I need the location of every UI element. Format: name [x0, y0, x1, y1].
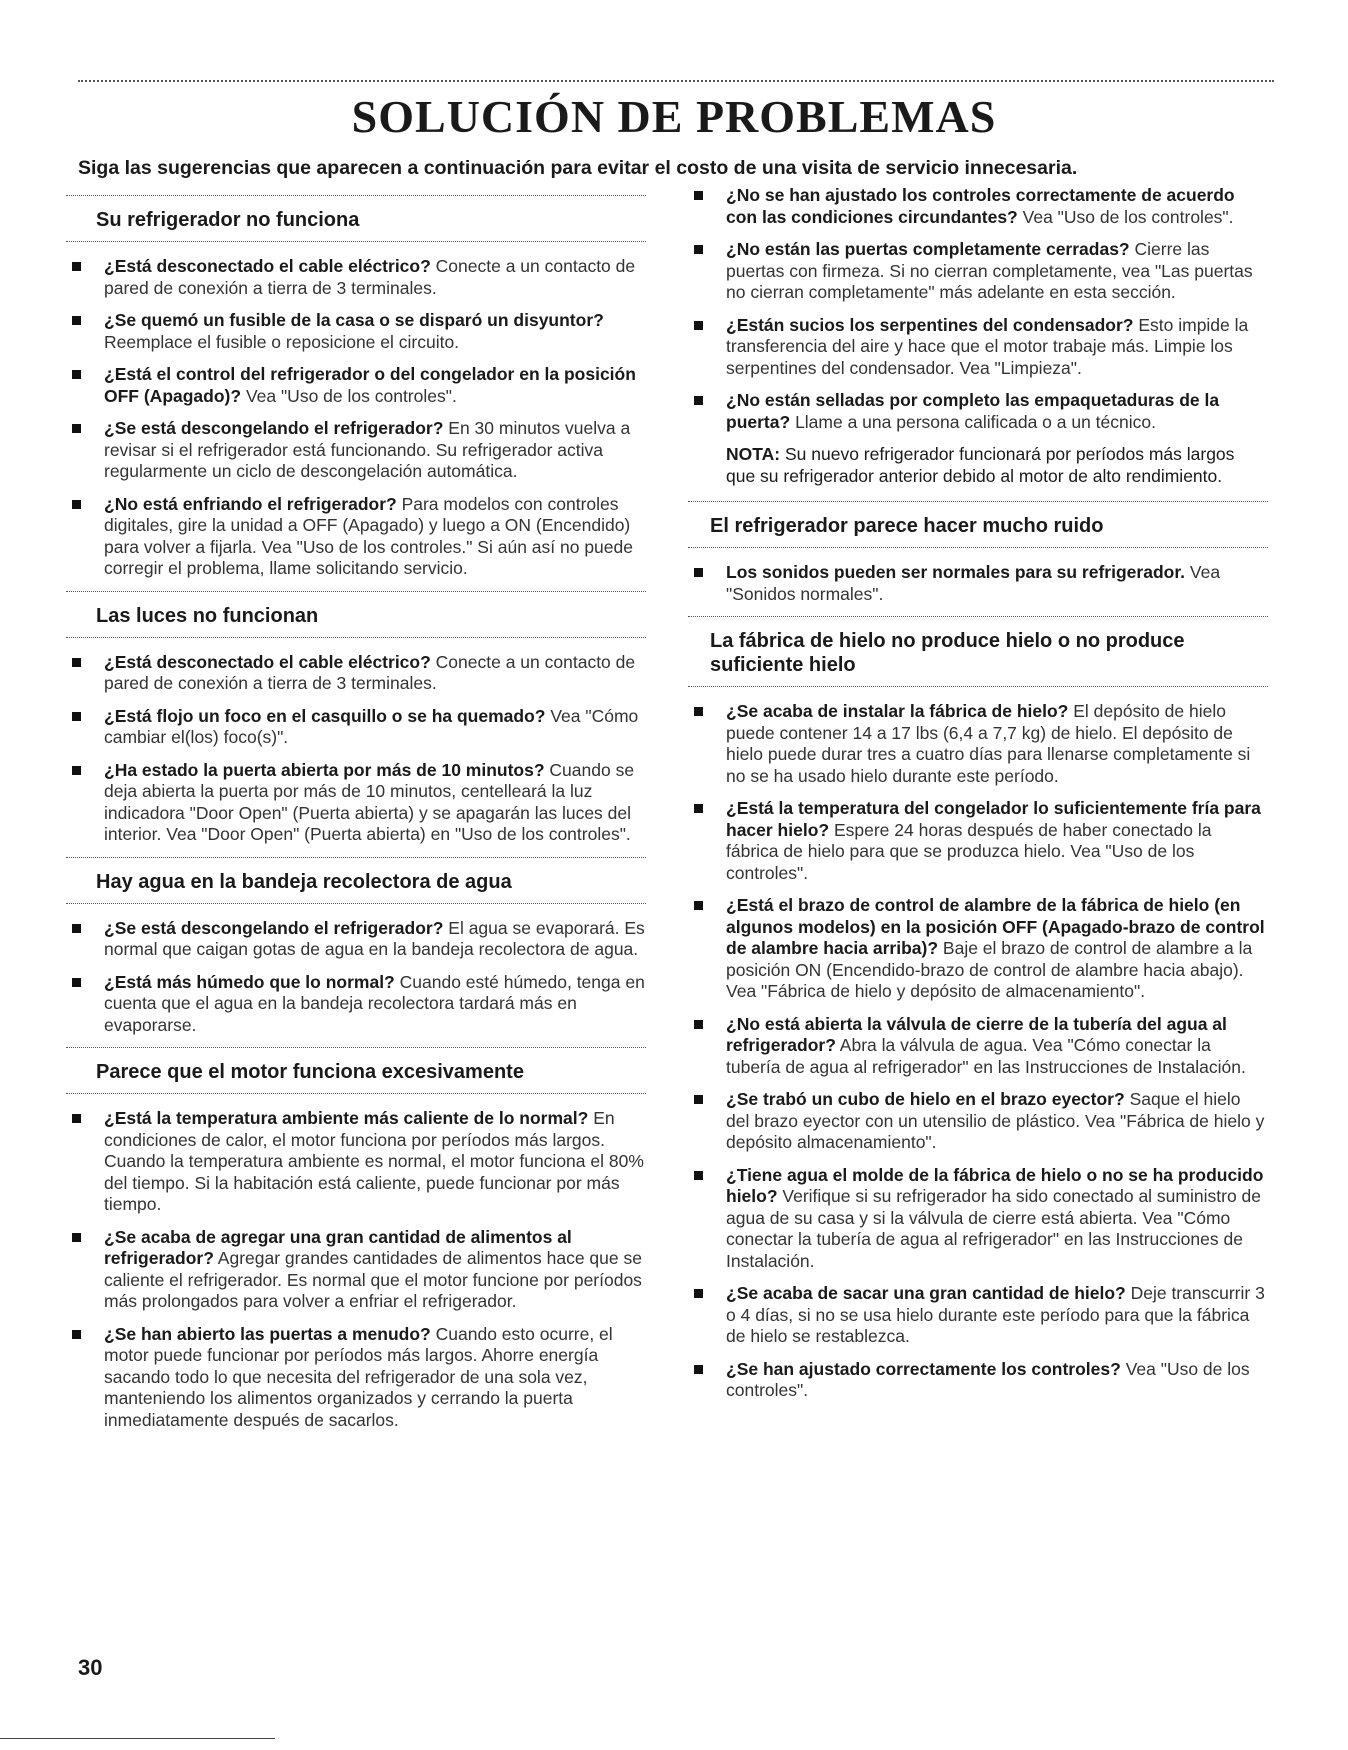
bullet-icon — [72, 658, 81, 667]
item-question: ¿Está desconectado el cable eléctrico? — [104, 651, 431, 672]
item-question: ¿Está desconectado el cable eléctrico? — [104, 256, 431, 276]
list-item — [66, 418, 646, 483]
item-question: ¿Está el control del refrigerador o del congelador en la posición OFF (Apagado)? — [104, 364, 636, 406]
item-list — [66, 1108, 646, 1431]
item-question: ¿Está el brazo de control de alambre de la fábrica de hielo (en algunos modelos) en la posición OFF (Apagado-brazo de control de alambre hacia arriba)? — [726, 895, 1265, 958]
item-answer: Baje el brazo de control de alambre a la posición ON (Encendido-brazo de control de alambre hacia abajo). Vea "Fábrica de hielo y depósito de almacenamiento". — [726, 938, 1253, 1001]
section-header — [688, 501, 1268, 548]
item-answer: Vea "Sonidos normales". — [726, 562, 1221, 604]
section-title: Hay agua en la bandeja recolectora de agua — [96, 870, 512, 893]
bullet-icon — [72, 766, 81, 775]
item-answer: Esto impide la transferencia del aire y hace que el motor trabaje más. Limpie los serpentines del condensador. Vea "Limpieza". — [726, 314, 1249, 378]
item-answer: En 30 minutos vuelva a revisar si el refrigerador está funcionando. Su refrigerador activa regularmente un ciclo de descongelación automática. — [104, 418, 631, 481]
bullet-icon — [694, 191, 703, 200]
section-header — [66, 195, 646, 242]
item-question: ¿Está la temperatura ambiente más caliente de lo normal? — [104, 1108, 589, 1128]
section-header — [688, 616, 1268, 687]
list-item — [66, 310, 646, 353]
item-answer: Cierre las puertas con firmeza. Si no cierran completamente, vea "Las puertas no cierran completamente" más adelante en esta sección. — [726, 239, 1253, 302]
note-label: NOTA: — [726, 444, 781, 464]
item-question: ¿Tiene agua el molde de la fábrica de hielo o no se ha producido hielo? — [726, 1164, 1264, 1206]
bullet-icon — [72, 1114, 81, 1123]
item-question: ¿No está abierta la válvula de cierre de la tubería del agua al refrigerador? — [726, 1013, 1227, 1055]
list-item — [688, 895, 1268, 1003]
list-item — [688, 1165, 1268, 1273]
section-title: El refrigerador parece hacer mucho ruido — [710, 515, 1104, 537]
item-question: ¿No se han ajustado los controles correctamente de acuerdo con las condiciones circundantes? — [726, 185, 1235, 227]
item-answer: Cuando se deja abierta la puerta por más de 10 minutos, centelleará la luz indicadora "Door Open" (Puerta abierta) y se apagarán las luces del interior. Vea "Door Open" (Puerta abierta) en "Uso de los controles". — [104, 759, 635, 844]
page-title: SOLUCIÓN DE PROBLEMAS — [351, 91, 997, 142]
bullet-icon — [694, 396, 703, 405]
section-header — [66, 857, 646, 904]
item-answer: Espere 24 horas después de haber conectado la fábrica de hielo para que se produzca hielo. Vea "Uso de los controles". — [726, 819, 1212, 883]
item-answer: Verifique si su refrigerador ha sido conectado al suministro de agua de su casa y si la válvula de cierre está abierta. Vea "Cómo conectar la tubería de agua al refrigerador" en las Instrucciones de Instalación. — [726, 1186, 1261, 1271]
item-answer: Conecte a un contacto de pared de conexión a tierra de 3 terminales. — [104, 651, 636, 693]
item-list — [66, 918, 646, 1037]
item-question: ¿No están las puertas completamente cerradas? — [726, 239, 1130, 259]
item-answer: En condiciones de calor, el motor funciona por períodos más largos. Cuando la temperatura ambiente es normal, el motor funciona el 80% del tiempo. Si la habitación está caliente, puede funcionar por más tiempo. — [104, 1108, 644, 1214]
item-list — [688, 185, 1268, 433]
bullet-icon — [72, 712, 81, 721]
item-answer: Cuando esto ocurre, el motor puede funcionar por períodos más largos. Ahorre energía sacando todo lo que necesita del refrigerador de una sola vez, manteniendo los alimentos organizados y cerrando la puerta inmediatamente después de sacarlos. — [104, 1323, 613, 1430]
bullet-icon — [694, 1289, 703, 1298]
list-item — [688, 1089, 1268, 1154]
list-item — [66, 1108, 646, 1216]
troubleshoot-section — [688, 616, 1268, 1402]
list-item — [688, 1014, 1268, 1079]
bottom-rule — [0, 1738, 275, 1739]
item-question: ¿Ha estado la puerta abierta por más de 10 minutos? — [104, 759, 545, 780]
item-answer: El agua se evaporará. Es normal que caigan gotas de agua en la bandeja recolectora de agua. — [104, 917, 645, 959]
right-column — [688, 185, 1268, 1413]
item-question: ¿No están selladas por completo las empaquetaduras de la puerta? — [726, 390, 1220, 432]
bullet-icon — [694, 1095, 703, 1104]
section-title: Parece que el motor funciona excesivamente — [96, 1061, 524, 1083]
item-answer: Vea "Uso de los controles". — [245, 385, 457, 406]
item-question: ¿Se acaba de instalar la fábrica de hielo? — [726, 701, 1069, 721]
left-column — [66, 185, 646, 1442]
note-text: Su nuevo refrigerador funcionará por períodos más largos que su refrigerador anterior debido al motor de alto rendimiento. — [726, 444, 1235, 486]
troubleshoot-section — [66, 591, 646, 846]
bullet-icon — [72, 370, 81, 379]
item-question: ¿Se está descongelando el refrigerador? — [104, 917, 444, 938]
bullet-icon — [72, 1233, 81, 1242]
item-question: ¿Se han ajustado correctamente los controles? — [726, 1358, 1121, 1379]
bullet-icon — [694, 321, 703, 330]
bullet-icon — [694, 1365, 703, 1374]
list-item — [688, 798, 1268, 884]
list-item — [688, 1283, 1268, 1348]
list-item — [688, 239, 1268, 304]
bullet-icon — [72, 924, 81, 933]
item-question: ¿Se han abierto las puertas a menudo? — [104, 1323, 431, 1344]
list-item — [66, 494, 646, 580]
troubleshoot-section — [66, 195, 646, 580]
item-list — [66, 652, 646, 846]
section-header — [66, 1047, 646, 1094]
section-title: Su refrigerador no funciona — [96, 209, 360, 231]
item-question: ¿Se quemó un fusible de la casa o se disparó un disyuntor? — [104, 310, 604, 330]
list-item — [66, 760, 646, 846]
section-title: Las luces no funcionan — [96, 604, 319, 627]
item-answer: Cuando esté húmedo, tenga en cuenta que el agua en la bandeja recolectora tardará más en evaporarse. — [104, 971, 645, 1035]
list-item — [688, 562, 1268, 605]
item-question: ¿Se acaba de sacar una gran cantidad de hielo? — [726, 1283, 1126, 1303]
section-header — [66, 591, 646, 638]
item-question: ¿Está flojo un foco en el casquillo o se ha quemado? — [104, 705, 546, 726]
list-item — [66, 1324, 646, 1432]
bullet-icon — [694, 568, 703, 577]
top-rule — [78, 80, 1274, 82]
list-item — [688, 390, 1268, 433]
bullet-icon — [72, 316, 81, 325]
bullet-icon — [72, 424, 81, 433]
list-item — [66, 364, 646, 407]
list-item — [66, 1227, 646, 1313]
item-list — [688, 701, 1268, 1402]
item-question: ¿No está enfriando el refrigerador? — [104, 493, 397, 514]
note — [688, 444, 1268, 487]
bullet-icon — [694, 804, 703, 813]
item-answer: Vea "Uso de los controles". — [726, 1358, 1250, 1400]
item-answer: Llame a una persona calificada o a un técnico. — [795, 411, 1156, 432]
section-title: La fábrica de hielo no produce hielo o no produce suficiente hielo — [710, 630, 1185, 676]
list-item — [66, 652, 646, 695]
bullet-icon — [694, 1171, 703, 1180]
bullet-icon — [72, 978, 81, 987]
item-answer: Agregar grandes cantidades de alimentos hace que se caliente el refrigerador. Es normal que el motor funcione por períodos más prolongados para volver a enfriar el refrigerador. — [104, 1248, 642, 1311]
page-number: 30 — [78, 1655, 103, 1680]
bullet-icon — [694, 901, 703, 910]
troubleshoot-section — [688, 501, 1268, 605]
list-item — [688, 1359, 1268, 1402]
page-subtitle: Siga las sugerencias que aparecen a continuación para evitar el costo de una visita de servicio innecesaria. — [78, 157, 1078, 179]
troubleshoot-section — [66, 857, 646, 1037]
list-item — [66, 706, 646, 749]
bullet-icon — [72, 262, 81, 271]
item-answer: Abra la válvula de agua. Vea "Cómo conectar la tubería de agua al refrigerador" en las Instrucciones de Instalación. — [726, 1035, 1246, 1077]
item-answer: El depósito de hielo puede contener 14 a 17 lbs (6,4 a 7,7 kg) de hielo. El depósito de hielo puede durar tres a cuatro días para llenarse completamente si no se ha usado hielo durante este período. — [726, 701, 1251, 786]
list-item — [688, 185, 1268, 228]
list-item — [66, 256, 646, 299]
troubleshoot-section — [66, 1047, 646, 1431]
item-list — [688, 562, 1268, 605]
bullet-icon — [694, 245, 703, 254]
item-answer: Vea "Cómo cambiar el(los) foco(s)". — [104, 705, 639, 747]
bullet-icon — [694, 1020, 703, 1029]
bullet-icon — [72, 500, 81, 509]
list-item — [66, 918, 646, 961]
list-item — [688, 701, 1268, 787]
list-item — [66, 972, 646, 1037]
item-question: ¿Está más húmedo que lo normal? — [104, 971, 395, 992]
bullet-icon — [72, 1330, 81, 1339]
item-answer: Deje transcurrir 3 o 4 días, si no se usa hielo durante este período para que la fábrica de hielo se restablezca. — [726, 1283, 1265, 1346]
item-question: Los sonidos pueden ser normales para su refrigerador. — [726, 562, 1186, 582]
item-question: ¿Se acaba de agregar una gran cantidad de alimentos al refrigerador? — [104, 1226, 572, 1268]
item-answer: Reemplace el fusible o reposicione el circuito. — [104, 331, 460, 352]
item-answer: Saque el hielo del brazo eyector con un utensilio de plástico. Vea "Fábrica de hielo y depósito almacenamiento". — [726, 1089, 1265, 1152]
item-answer: Para modelos con controles digitales, gire la unidad a OFF (Apagado) y luego a ON (Encendido) para volver a fijarla. Vea "Uso de los controles." Si aún así no puede corregir el problema, llame solicitando servicio. — [104, 493, 633, 578]
item-question: ¿Están sucios los serpentines del condensador? — [726, 314, 1134, 335]
item-answer: Conecte a un contacto de pared de conexión a tierra de 3 terminales. — [104, 256, 636, 298]
item-question: ¿Se está descongelando el refrigerador? — [104, 418, 444, 438]
item-list — [66, 256, 646, 580]
item-answer: Vea "Uso de los controles". — [1022, 206, 1234, 227]
list-item — [688, 315, 1268, 380]
item-question: ¿Está la temperatura del congelador lo suficientemente fría para hacer hielo? — [726, 798, 1261, 840]
item-question: ¿Se trabó un cubo de hielo en el brazo eyector? — [726, 1089, 1125, 1109]
bullet-icon — [694, 707, 703, 716]
